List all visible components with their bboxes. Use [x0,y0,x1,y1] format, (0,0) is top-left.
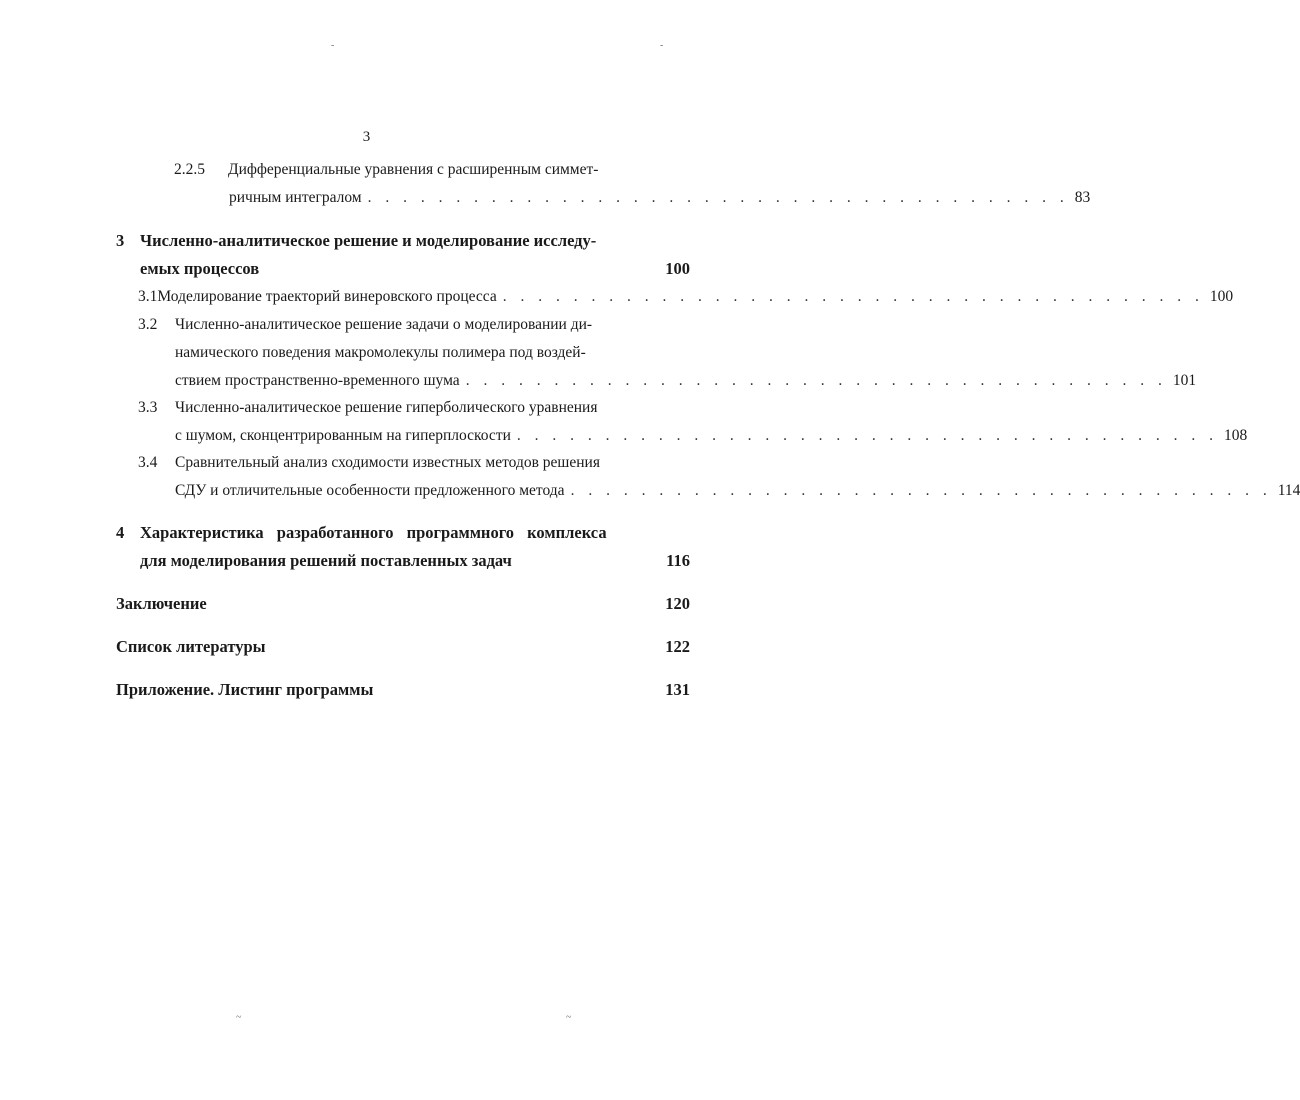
toc-3-4-line-2 [175,481,1300,501]
toc-conclusion-title: Заключение [116,594,207,613]
toc-3-3-title-line-1: Численно-аналитическое решение гиперболического уравнения [175,399,598,416]
toc-3-2-page: 101 [1172,372,1197,389]
toc-3-3-line-1 [138,398,597,418]
toc-3-3-title-line-2: с шумом, сконцентрированным на гиперплоскости [175,427,511,444]
toc-appendix [116,680,690,700]
toc-chapter-3-page: 100 [665,259,690,278]
toc-3-4-number: 3.4 [138,454,158,471]
toc-chapter-4-line-2 [140,551,690,571]
toc-3-3-leader: . . . . . . . . . . . . . . . . . . . . . . . . . . . . . . . . . . . . . . . . [516,427,1219,444]
toc-3-4-title-line-2: СДУ и отличительные особенности предложенного метода [175,482,565,499]
toc-chapter-3-title-line-1: Численно-аналитическое решение и моделирование исследу- [140,231,597,250]
toc-chapter-3-line-2 [140,259,690,279]
toc-3-1-title: Моделирование траекторий винеровского процесса [157,288,497,305]
toc-chapter-4-title-line-1: Характеристика разработанного программного комплекса [140,523,607,542]
toc-3-2-line-1 [138,315,592,335]
toc-3-2-title-line-1: Численно-аналитическое решение задачи о моделировании ди- [175,316,593,333]
toc-chapter-3-line-1 [116,231,596,251]
toc-2-2-5-title-line-1: Дифференциальные уравнения с расширенным симмет- [228,161,599,178]
scan-mark-top-right: - [660,40,664,51]
toc-chapter-3-title-line-2: емых процессов [140,259,260,278]
toc-3-4-page: 114 [1277,482,1300,499]
toc-3-2-number: 3.2 [138,316,158,333]
page-number: 3 [362,129,371,145]
toc-2-2-5-line-1 [174,160,598,180]
toc-references [116,637,690,657]
toc-3-2-line-3 [175,371,1197,391]
toc-3-3-line-2 [175,426,1248,446]
toc-3-3-page: 108 [1224,427,1248,444]
toc-3-1-page: 100 [1209,288,1234,305]
toc-references-page: 122 [665,637,690,656]
toc-3-1-leader: . . . . . . . . . . . . . . . . . . . . . . . . . . . . . . . . . . . . . . . . [502,288,1204,305]
toc-chapter-4-title-line-2: для моделирования решений поставленных задач [140,551,512,570]
toc-chapter-4-number: 4 [116,523,125,542]
toc-2-2-5-leader: . . . . . . . . . . . . . . . . . . . . . . . . . . . . . . . . . . . . . . . . [367,189,1069,206]
toc-appendix-page: 131 [665,680,690,699]
toc-chapter-4-page: 116 [666,551,690,570]
toc-chapter-4-line-1 [116,523,665,543]
toc-2-2-5-line-2 [229,188,1091,208]
toc-2-2-5-number: 2.2.5 [174,161,205,178]
toc-3-1-number: 3.1 [138,288,158,305]
toc-2-2-5-page: 83 [1074,189,1091,206]
toc-2-2-5-title-line-2: ричным интегралом [229,189,362,206]
toc-chapter-3-number: 3 [116,231,125,250]
toc-3-2-title-line-3: ствием пространственно-временного шума [175,372,460,389]
toc-3-3-number: 3.3 [138,399,158,416]
toc-references-title: Список литературы [116,637,266,656]
toc-conclusion [116,594,690,614]
toc-3-4-leader: . . . . . . . . . . . . . . . . . . . . . . . . . . . . . . . . . . . . . . . . [570,482,1272,499]
toc-3-1-line-1 [138,287,1234,307]
toc-3-2-title-line-2: намического поведения макромолекулы полимера под воздей- [175,344,586,361]
scan-mark-top-center: - [331,40,335,51]
toc-3-4-line-1 [138,453,600,473]
toc-appendix-title: Приложение. Листинг программы [116,680,374,699]
scan-mark-bottom-left: ~ [236,1012,242,1023]
toc-3-2-line-2 [175,343,586,363]
scan-mark-bottom-right: ~ [566,1012,572,1023]
toc-3-4-title-line-1: Сравнительный анализ сходимости известных методов решения [175,454,600,471]
toc-3-2-leader: . . . . . . . . . . . . . . . . . . . . . . . . . . . . . . . . . . . . . . . . [465,372,1167,389]
toc-conclusion-page: 120 [665,594,690,613]
